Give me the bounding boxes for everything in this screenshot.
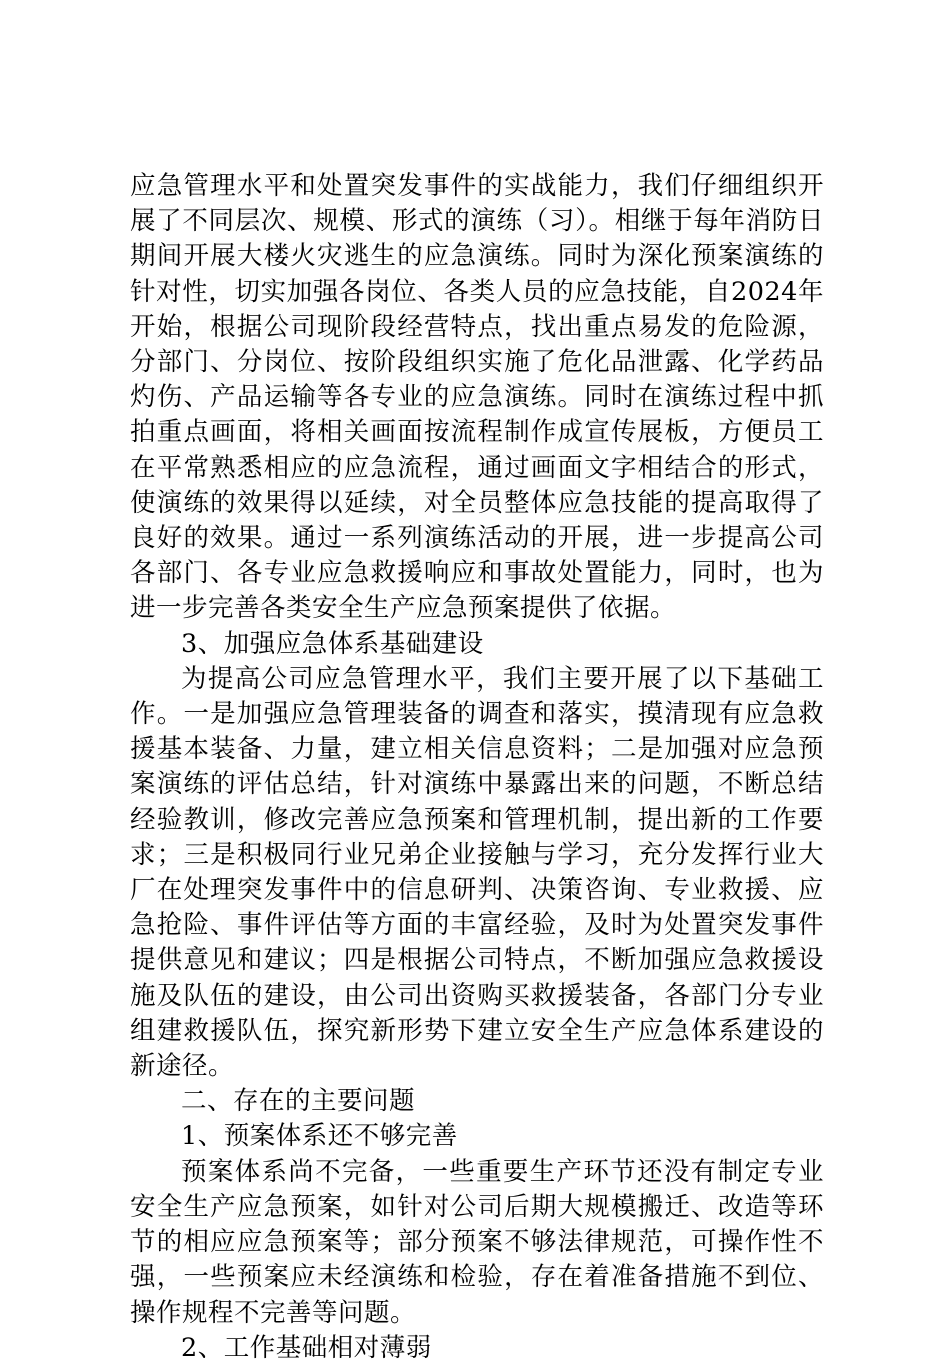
body-paragraph-drills: 应急管理水平和处置突发事件的实战能力，我们仔细组织开展了不同层次、规模、形式的演练（习）。相继于每年消防日期间开展大楼火灾逃生的应急演练。同时为深化预案演练的针对性，切实加强各岗位、各类人员的应急技能，自2024年开始，根据公司现阶段经营特点，找出重点易发的危险源，分部门、分岗位、按阶段组织实施了危化品泄露、化学药品灼伤、产品运输等各专业的应急演练。同时在演练过程中抓拍重点画面，将相关画面按流程制作成宣传展板，方便员工在平常熟悉相应的应急流程，通过画面文字相结合的形式，使演练的效果得以延续，对全员整体应急技能的提高取得了良好的效果。通过一系列演练活动的开展，进一步提高公司各部门、各专业应急救援响应和事故处置能力，同时，也为进一步完善各类安全生产应急预案提供了依据。 bbox=[130, 171, 824, 624]
document-page bbox=[130, 169, 824, 1366]
body-paragraph-basic-work: 为提高公司应急管理水平，我们主要开展了以下基础工作。一是加强应急管理装备的调查和落实，摸清现有应急救援基本装备、力量，建立相关信息资料；二是加强对应急预案演练的评估总结，针对演练中暴露出来的问题，不断总结经验教训，修改完善应急预案和管理机制，提出新的工作要求；三是积极同行业兄弟企业接触与学习，充分发挥行业大厂在处理突发事件中的信息研判、决策咨询、专业救援、应急抢险、事件评估等方面的丰富经验，及时为处置突发事件提供意见和建议；四是根据公司特点，不断加强应急救援设施及队伍的建设，由公司出资购买救援装备，各部门分专业组建救援队伍，探究新形势下建立安全生产应急体系建设的新途径。 bbox=[130, 663, 824, 1082]
section-heading-plan-system: 1、预案体系还不够完善 bbox=[181, 1121, 458, 1152]
section-heading-basic-construction: 3、加强应急体系基础建设 bbox=[181, 628, 484, 659]
section-heading-main-problems: 二、存在的主要问题 bbox=[181, 1086, 416, 1117]
section-heading-weak-foundation: 2、工作基础相对薄弱 bbox=[181, 1332, 432, 1363]
body-paragraph-plan-system: 预案体系尚不完备，一些重要生产环节还没有制定专业安全生产应急预案，如针对公司后期大规模搬迁、改造等环节的相应应急预案等；部分预案不够法律规范，可操作性不强，一些预案应未经演练和检验，存在着准备措施不到位、操作规程不完善等问题。 bbox=[130, 1156, 824, 1328]
